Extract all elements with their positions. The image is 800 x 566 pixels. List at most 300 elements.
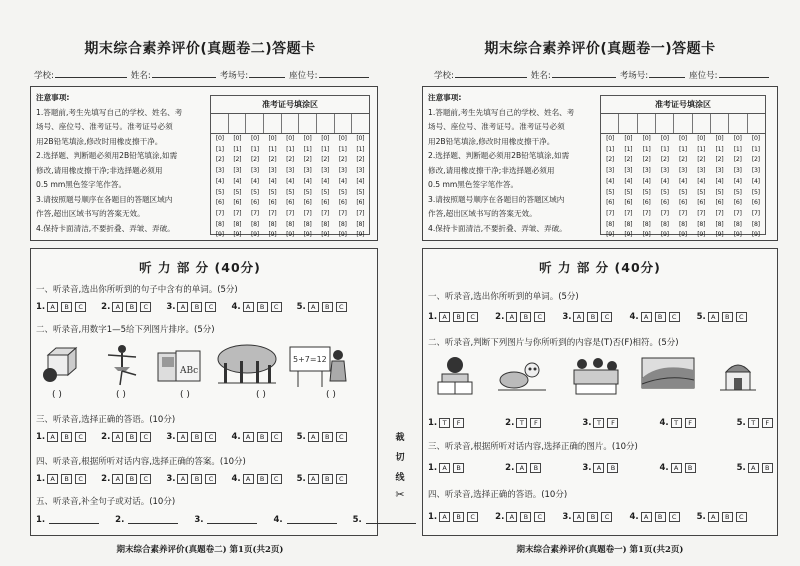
digit-bubble[interactable]: [5] xyxy=(286,188,294,196)
exam-number-cell[interactable] xyxy=(693,114,711,133)
digit-bubble[interactable]: [0] xyxy=(321,135,330,142)
exam-number-column[interactable] xyxy=(656,134,674,241)
digit-bubble[interactable]: [9] xyxy=(286,231,294,239)
digit-bubble[interactable]: [7] xyxy=(268,209,277,217)
answer-row-1[interactable] xyxy=(36,302,362,312)
answer-item[interactable] xyxy=(659,418,698,428)
digit-bubble[interactable]: [6] xyxy=(268,199,277,207)
exam-number-cell[interactable] xyxy=(264,114,282,133)
option-bubble[interactable]: C xyxy=(467,312,478,322)
answer-item[interactable] xyxy=(297,302,350,312)
digit-bubble[interactable]: [6] xyxy=(286,199,294,207)
digit-bubble[interactable]: [3] xyxy=(715,167,724,175)
option-bubble[interactable]: B xyxy=(453,512,464,522)
option-bubble[interactable]: B xyxy=(61,302,72,312)
digit-bubble[interactable]: [8] xyxy=(715,220,724,228)
digit-bubble[interactable]: [9] xyxy=(697,231,706,239)
digit-bubble[interactable]: [9] xyxy=(250,231,259,239)
exam-number-column[interactable] xyxy=(264,134,282,241)
answer-item[interactable] xyxy=(36,302,89,312)
digit-bubble[interactable]: [3] xyxy=(268,167,277,175)
digit-bubble[interactable]: [8] xyxy=(660,220,669,228)
option-bubble[interactable]: B xyxy=(655,512,666,522)
option-bubble[interactable]: B xyxy=(257,302,268,312)
option-bubble[interactable]: T xyxy=(593,418,604,428)
option-bubble[interactable]: B xyxy=(453,312,464,322)
exam-number-write-row[interactable] xyxy=(601,114,765,134)
digit-bubble[interactable]: [1] xyxy=(697,145,706,153)
digit-bubble[interactable]: [7] xyxy=(679,209,687,217)
answer-item[interactable] xyxy=(697,312,750,322)
digit-bubble[interactable]: [2] xyxy=(215,156,224,164)
digit-bubble[interactable]: [9] xyxy=(642,231,651,239)
digit-bubble[interactable]: [2] xyxy=(233,156,242,164)
digit-bubble[interactable]: [2] xyxy=(733,156,742,164)
digit-bubble[interactable]: [4] xyxy=(303,177,312,185)
answer-item[interactable] xyxy=(582,463,621,473)
answer-item[interactable] xyxy=(231,432,284,442)
digit-bubble[interactable]: [4] xyxy=(268,177,277,185)
digit-bubble[interactable]: [7] xyxy=(286,209,294,217)
digit-bubble[interactable]: [9] xyxy=(215,231,224,239)
answer-row-3[interactable] xyxy=(36,432,362,442)
option-bubble[interactable]: B xyxy=(322,474,333,484)
digit-bubble[interactable]: [5] xyxy=(303,188,312,196)
school-field[interactable] xyxy=(455,70,527,78)
digit-bubble[interactable]: [4] xyxy=(733,177,742,185)
option-bubble[interactable]: C xyxy=(205,302,216,312)
digit-bubble[interactable]: [0] xyxy=(356,135,365,142)
option-bubble[interactable]: A xyxy=(506,312,517,322)
answer-row-4[interactable] xyxy=(36,474,362,484)
option-bubble[interactable]: C xyxy=(601,312,612,322)
digit-bubble[interactable]: [8] xyxy=(642,220,651,228)
option-bubble[interactable]: C xyxy=(467,512,478,522)
option-bubble[interactable]: B xyxy=(61,474,72,484)
option-bubble[interactable]: A xyxy=(112,474,123,484)
exam-number-cell[interactable] xyxy=(335,114,353,133)
digit-bubble[interactable]: [4] xyxy=(679,177,687,185)
digit-bubble[interactable]: [6] xyxy=(679,199,687,207)
digit-bubble[interactable]: [9] xyxy=(624,231,633,239)
exam-number-cell[interactable] xyxy=(601,114,619,133)
option-bubble[interactable]: C xyxy=(534,512,545,522)
answer-item[interactable] xyxy=(36,474,89,484)
exam-number-column[interactable] xyxy=(619,134,637,241)
order-blank-2[interactable]: ( ) xyxy=(116,390,126,400)
option-bubble[interactable]: F xyxy=(685,418,696,428)
digit-bubble[interactable]: [4] xyxy=(215,177,224,185)
digit-bubble[interactable]: [9] xyxy=(338,231,347,239)
answer-item[interactable] xyxy=(737,418,776,428)
digit-bubble[interactable]: [8] xyxy=(356,220,365,228)
exam-number-cell[interactable] xyxy=(748,114,765,133)
digit-bubble[interactable]: [4] xyxy=(606,177,615,185)
seat-field[interactable] xyxy=(719,70,769,78)
digit-bubble[interactable]: [6] xyxy=(338,199,347,207)
exam-number-column[interactable] xyxy=(637,134,655,241)
digit-bubble[interactable]: [7] xyxy=(303,209,312,217)
digit-bubble[interactable]: [1] xyxy=(733,145,742,153)
fill-item[interactable] xyxy=(115,515,178,525)
digit-bubble[interactable]: [6] xyxy=(606,199,615,207)
digit-bubble[interactable]: [9] xyxy=(733,231,742,239)
answer-row-3[interactable] xyxy=(428,463,800,473)
option-bubble[interactable]: A xyxy=(708,312,719,322)
digit-bubble[interactable]: [0] xyxy=(286,135,294,142)
option-bubble[interactable]: C xyxy=(669,512,680,522)
school-field[interactable] xyxy=(55,70,127,78)
option-bubble[interactable]: C xyxy=(271,474,282,484)
digit-bubble[interactable]: [6] xyxy=(733,199,742,207)
option-bubble[interactable]: A xyxy=(708,512,719,522)
digit-bubble[interactable]: [2] xyxy=(250,156,259,164)
answer-item[interactable] xyxy=(101,302,154,312)
option-bubble[interactable]: A xyxy=(641,512,652,522)
digit-bubble[interactable]: [1] xyxy=(286,145,294,153)
digit-bubble[interactable]: [0] xyxy=(697,135,706,142)
digit-bubble[interactable]: [2] xyxy=(606,156,615,164)
digit-bubble[interactable]: [2] xyxy=(624,156,633,164)
digit-bubble[interactable]: [6] xyxy=(250,199,259,207)
digit-bubble[interactable]: [3] xyxy=(751,167,760,175)
option-bubble[interactable]: A xyxy=(439,463,450,473)
option-bubble[interactable]: B xyxy=(520,312,531,322)
answer-item[interactable] xyxy=(505,463,544,473)
digit-bubble[interactable]: [1] xyxy=(715,145,724,153)
digit-bubble[interactable]: [1] xyxy=(642,145,651,153)
digit-bubble[interactable]: [0] xyxy=(733,135,742,142)
fill-blank[interactable] xyxy=(287,516,337,524)
answer-row-4[interactable] xyxy=(428,512,764,522)
option-bubble[interactable]: B xyxy=(126,432,137,442)
exam-number-cell[interactable] xyxy=(729,114,747,133)
digit-bubble[interactable]: [3] xyxy=(642,167,651,175)
digit-bubble[interactable]: [9] xyxy=(268,231,277,239)
answer-item[interactable] xyxy=(297,432,350,442)
option-bubble[interactable]: T xyxy=(748,418,759,428)
option-bubble[interactable]: F xyxy=(762,418,773,428)
option-bubble[interactable]: A xyxy=(671,463,682,473)
digit-bubble[interactable]: [8] xyxy=(606,220,615,228)
digit-bubble[interactable]: [5] xyxy=(606,188,615,196)
exam-number-column[interactable] xyxy=(747,134,765,241)
digit-bubble[interactable]: [5] xyxy=(715,188,724,196)
digit-bubble[interactable]: [8] xyxy=(321,220,330,228)
digit-bubble[interactable]: [3] xyxy=(321,167,330,175)
option-bubble[interactable]: A xyxy=(243,302,254,312)
digit-bubble[interactable]: [8] xyxy=(233,220,242,228)
digit-bubble[interactable]: [1] xyxy=(679,145,687,153)
option-bubble[interactable]: F xyxy=(530,418,541,428)
digit-bubble[interactable]: [1] xyxy=(268,145,277,153)
digit-bubble[interactable]: [9] xyxy=(660,231,669,239)
option-bubble[interactable]: C xyxy=(140,302,151,312)
digit-bubble[interactable]: [5] xyxy=(215,188,224,196)
exam-number-column[interactable] xyxy=(674,134,692,241)
option-bubble[interactable]: B xyxy=(126,302,137,312)
option-bubble[interactable]: A xyxy=(112,302,123,312)
answer-item[interactable] xyxy=(495,512,548,522)
digit-bubble[interactable]: [7] xyxy=(250,209,259,217)
seat-field[interactable] xyxy=(319,70,369,78)
fill-blank[interactable] xyxy=(49,516,99,524)
option-bubble[interactable]: F xyxy=(453,418,464,428)
answer-item[interactable] xyxy=(428,512,481,522)
digit-bubble[interactable]: [4] xyxy=(233,177,242,185)
option-bubble[interactable]: C xyxy=(271,302,282,312)
option-bubble[interactable]: B xyxy=(191,474,202,484)
digit-bubble[interactable]: [6] xyxy=(660,199,669,207)
digit-bubble[interactable]: [8] xyxy=(286,220,294,228)
option-bubble[interactable]: B xyxy=(257,474,268,484)
option-bubble[interactable]: B xyxy=(587,312,598,322)
digit-bubble[interactable]: [1] xyxy=(250,145,259,153)
exam-number-cell[interactable] xyxy=(352,114,369,133)
option-bubble[interactable]: A xyxy=(573,512,584,522)
answer-item[interactable] xyxy=(36,432,89,442)
digit-bubble[interactable]: [7] xyxy=(660,209,669,217)
digit-bubble[interactable]: [9] xyxy=(303,231,312,239)
digit-bubble[interactable]: [6] xyxy=(321,199,330,207)
option-bubble[interactable]: C xyxy=(336,474,347,484)
digit-bubble[interactable]: [3] xyxy=(733,167,742,175)
digit-bubble[interactable]: [6] xyxy=(356,199,365,207)
digit-bubble[interactable]: [8] xyxy=(250,220,259,228)
digit-bubble[interactable]: [7] xyxy=(697,209,706,217)
digit-bubble[interactable]: [1] xyxy=(660,145,669,153)
digit-bubble[interactable]: [3] xyxy=(697,167,706,175)
answer-item[interactable] xyxy=(428,463,467,473)
exam-number-column[interactable] xyxy=(316,134,334,241)
fill-item[interactable] xyxy=(36,515,99,525)
option-bubble[interactable]: A xyxy=(308,432,319,442)
digit-bubble[interactable]: [8] xyxy=(303,220,312,228)
digit-bubble[interactable]: [8] xyxy=(338,220,347,228)
digit-bubble[interactable]: [2] xyxy=(660,156,669,164)
digit-bubble[interactable]: [2] xyxy=(338,156,347,164)
fill-blank[interactable] xyxy=(128,516,178,524)
digit-bubble[interactable]: [9] xyxy=(679,231,687,239)
option-bubble[interactable]: F xyxy=(607,418,618,428)
exam-number-column[interactable] xyxy=(281,134,299,241)
digit-bubble[interactable]: [3] xyxy=(679,167,687,175)
digit-bubble[interactable]: [8] xyxy=(697,220,706,228)
exam-number-write-row[interactable] xyxy=(211,114,369,134)
digit-bubble[interactable]: [3] xyxy=(338,167,347,175)
digit-bubble[interactable]: [2] xyxy=(697,156,706,164)
option-bubble[interactable]: C xyxy=(140,474,151,484)
digit-bubble[interactable]: [9] xyxy=(606,231,615,239)
digit-bubble[interactable]: [2] xyxy=(751,156,760,164)
option-bubble[interactable]: A xyxy=(641,312,652,322)
digit-bubble[interactable]: [8] xyxy=(215,220,224,228)
answer-item[interactable] xyxy=(659,463,698,473)
option-bubble[interactable]: A xyxy=(47,474,58,484)
exam-number-cell[interactable] xyxy=(246,114,264,133)
exam-number-column[interactable] xyxy=(601,134,619,241)
digit-bubble[interactable]: [3] xyxy=(215,167,224,175)
option-bubble[interactable]: A xyxy=(243,474,254,484)
option-bubble[interactable]: A xyxy=(593,463,604,473)
exam-number-cell[interactable] xyxy=(229,114,247,133)
digit-bubble[interactable]: [4] xyxy=(642,177,651,185)
digit-bubble[interactable]: [1] xyxy=(233,145,242,153)
exam-number-cell[interactable] xyxy=(282,114,300,133)
option-bubble[interactable]: B xyxy=(126,474,137,484)
option-bubble[interactable]: B xyxy=(722,312,733,322)
digit-bubble[interactable]: [0] xyxy=(303,135,312,142)
digit-bubble[interactable]: [3] xyxy=(606,167,615,175)
digit-bubble[interactable]: [3] xyxy=(356,167,365,175)
answer-row-2[interactable] xyxy=(428,418,800,428)
exam-number-cell[interactable] xyxy=(638,114,656,133)
option-bubble[interactable]: T xyxy=(516,418,527,428)
digit-bubble[interactable]: [9] xyxy=(751,231,760,239)
digit-bubble[interactable]: [4] xyxy=(660,177,669,185)
digit-bubble[interactable]: [7] xyxy=(356,209,365,217)
digit-bubble[interactable]: [8] xyxy=(679,220,687,228)
exam-number-cell[interactable] xyxy=(211,114,229,133)
option-bubble[interactable]: B xyxy=(322,302,333,312)
exam-number-column[interactable] xyxy=(692,134,710,241)
digit-bubble[interactable]: [3] xyxy=(286,167,294,175)
option-bubble[interactable]: A xyxy=(506,512,517,522)
digit-bubble[interactable]: [6] xyxy=(215,199,224,207)
option-bubble[interactable]: T xyxy=(439,418,450,428)
digit-bubble[interactable]: [2] xyxy=(268,156,277,164)
exam-number-bubbles[interactable] xyxy=(211,134,369,241)
option-bubble[interactable]: B xyxy=(453,463,464,473)
digit-bubble[interactable]: [8] xyxy=(733,220,742,228)
digit-bubble[interactable]: [5] xyxy=(660,188,669,196)
digit-bubble[interactable]: [8] xyxy=(751,220,760,228)
option-bubble[interactable]: B xyxy=(685,463,696,473)
digit-bubble[interactable]: [0] xyxy=(215,135,224,142)
digit-bubble[interactable]: [6] xyxy=(642,199,651,207)
option-bubble[interactable]: B xyxy=(191,432,202,442)
exam-number-cell[interactable] xyxy=(317,114,335,133)
option-bubble[interactable]: A xyxy=(112,432,123,442)
option-bubble[interactable]: T xyxy=(671,418,682,428)
option-bubble[interactable]: B xyxy=(587,512,598,522)
digit-bubble[interactable]: [5] xyxy=(338,188,347,196)
digit-bubble[interactable]: [0] xyxy=(715,135,724,142)
exam-number-cell[interactable] xyxy=(656,114,674,133)
option-bubble[interactable]: B xyxy=(191,302,202,312)
option-bubble[interactable]: A xyxy=(573,312,584,322)
digit-bubble[interactable]: [2] xyxy=(286,156,294,164)
answer-item[interactable] xyxy=(166,474,219,484)
digit-bubble[interactable]: [5] xyxy=(733,188,742,196)
digit-bubble[interactable]: [7] xyxy=(606,209,615,217)
digit-bubble[interactable]: [5] xyxy=(356,188,365,196)
option-bubble[interactable]: C xyxy=(534,312,545,322)
option-bubble[interactable]: A xyxy=(47,302,58,312)
digit-bubble[interactable]: [8] xyxy=(624,220,633,228)
digit-bubble[interactable]: [3] xyxy=(624,167,633,175)
digit-bubble[interactable]: [7] xyxy=(233,209,242,217)
digit-bubble[interactable]: [1] xyxy=(215,145,224,153)
digit-bubble[interactable]: [3] xyxy=(233,167,242,175)
digit-bubble[interactable]: [4] xyxy=(250,177,259,185)
digit-bubble[interactable]: [6] xyxy=(233,199,242,207)
digit-bubble[interactable]: [3] xyxy=(660,167,669,175)
digit-bubble[interactable]: [5] xyxy=(751,188,760,196)
option-bubble[interactable]: C xyxy=(205,474,216,484)
digit-bubble[interactable]: [2] xyxy=(321,156,330,164)
answer-item[interactable] xyxy=(562,512,615,522)
option-bubble[interactable]: A xyxy=(308,474,319,484)
digit-bubble[interactable]: [0] xyxy=(268,135,277,142)
digit-bubble[interactable]: [9] xyxy=(356,231,365,239)
option-bubble[interactable]: B xyxy=(655,312,666,322)
exam-number-column[interactable] xyxy=(229,134,247,241)
option-bubble[interactable]: A xyxy=(516,463,527,473)
exam-number-column[interactable] xyxy=(710,134,728,241)
digit-bubble[interactable]: [0] xyxy=(338,135,347,142)
order-blank-3[interactable]: ( ) xyxy=(180,390,190,400)
option-bubble[interactable]: C xyxy=(736,312,747,322)
digit-bubble[interactable]: [9] xyxy=(715,231,724,239)
order-blank-1[interactable]: ( ) xyxy=(52,390,62,400)
order-blank-4[interactable]: ( ) xyxy=(256,390,266,400)
digit-bubble[interactable]: [4] xyxy=(624,177,633,185)
digit-bubble[interactable]: [6] xyxy=(751,199,760,207)
digit-bubble[interactable]: [4] xyxy=(338,177,347,185)
digit-bubble[interactable]: [7] xyxy=(642,209,651,217)
option-bubble[interactable]: A xyxy=(439,512,450,522)
order-blank-5[interactable]: ( ) xyxy=(326,390,336,400)
answer-item[interactable] xyxy=(101,474,154,484)
answer-item[interactable] xyxy=(629,312,682,322)
answer-item[interactable] xyxy=(582,418,621,428)
digit-bubble[interactable]: [6] xyxy=(624,199,633,207)
digit-bubble[interactable]: [7] xyxy=(338,209,347,217)
digit-bubble[interactable]: [0] xyxy=(642,135,651,142)
digit-bubble[interactable]: [0] xyxy=(250,135,259,142)
digit-bubble[interactable]: [1] xyxy=(606,145,615,153)
digit-bubble[interactable]: [7] xyxy=(751,209,760,217)
option-bubble[interactable]: C xyxy=(601,512,612,522)
option-bubble[interactable]: A xyxy=(243,432,254,442)
digit-bubble[interactable]: [5] xyxy=(321,188,330,196)
digit-bubble[interactable]: [4] xyxy=(286,177,294,185)
exam-number-column[interactable] xyxy=(729,134,747,241)
option-bubble[interactable]: B xyxy=(762,463,773,473)
digit-bubble[interactable]: [4] xyxy=(356,177,365,185)
digit-bubble[interactable]: [6] xyxy=(303,199,312,207)
option-bubble[interactable]: C xyxy=(75,474,86,484)
option-bubble[interactable]: A xyxy=(308,302,319,312)
answer-item[interactable] xyxy=(629,512,682,522)
digit-bubble[interactable]: [8] xyxy=(268,220,277,228)
digit-bubble[interactable]: [6] xyxy=(715,199,724,207)
digit-bubble[interactable]: [5] xyxy=(250,188,259,196)
digit-bubble[interactable]: [7] xyxy=(733,209,742,217)
digit-bubble[interactable]: [4] xyxy=(697,177,706,185)
digit-bubble[interactable]: [0] xyxy=(624,135,633,142)
digit-bubble[interactable]: [2] xyxy=(642,156,651,164)
fill-item[interactable] xyxy=(273,515,336,525)
digit-bubble[interactable]: [0] xyxy=(751,135,760,142)
option-bubble[interactable]: A xyxy=(47,432,58,442)
digit-bubble[interactable]: [1] xyxy=(321,145,330,153)
option-bubble[interactable]: C xyxy=(271,432,282,442)
digit-bubble[interactable]: [1] xyxy=(624,145,633,153)
option-bubble[interactable]: B xyxy=(607,463,618,473)
digit-bubble[interactable]: [5] xyxy=(624,188,633,196)
